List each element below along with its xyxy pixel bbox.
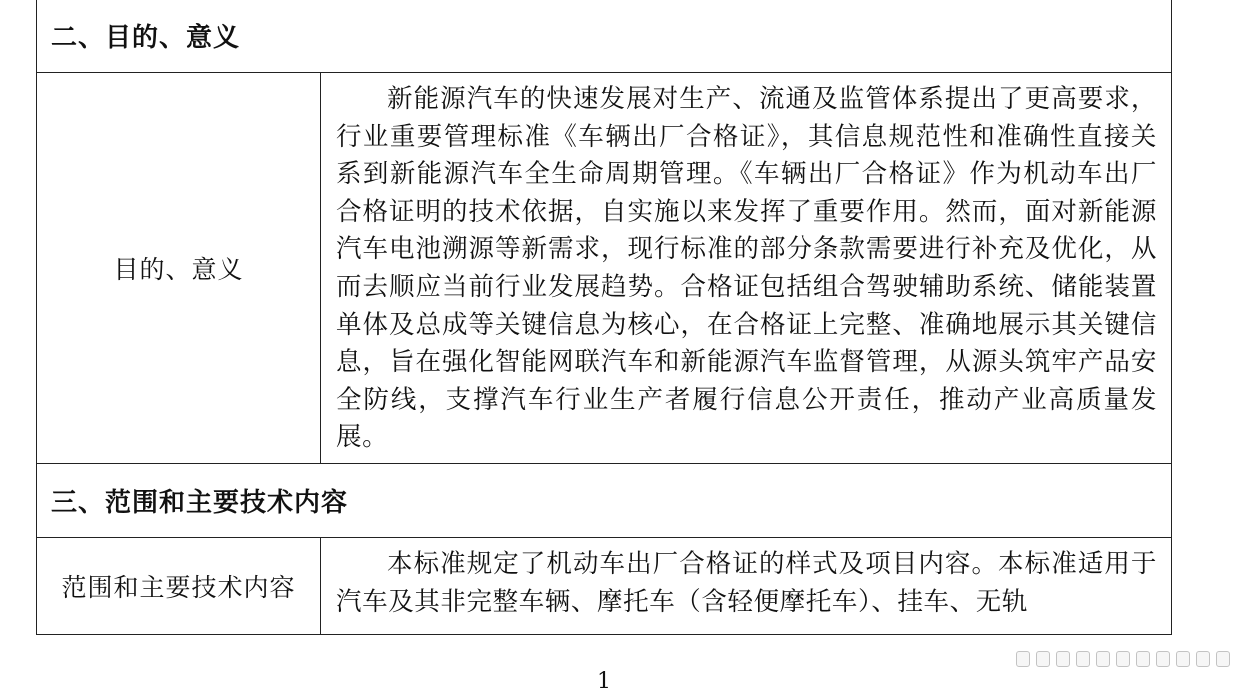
watermark-glyph <box>1136 651 1150 667</box>
section-3-heading: 三、范围和主要技术内容 <box>37 463 1172 537</box>
section-2-content-cell <box>321 73 1172 464</box>
section-3-content-cell <box>321 537 1172 634</box>
watermark-glyph <box>1176 651 1190 667</box>
section-2-content: 新能源汽车的快速发展对生产、流通及监管体系提出了更高要求，行业重要管理标准《车辆出厂合格证》，其信息规范性和准确性直接关系到新能源汽车全生命周期管理。《车辆出厂合格证》作为机动车出厂合格证明的技术依据，自实施以来发挥了重要作用。然而，面对新能源汽车电池溯源等新需求，现行标准的部分条款需要进行补充及优化，从而去顺应当前行业发展趋势。合格证包括组合驾驶辅助系统、储能装置单体及总成等关键信息为核心，在合格证上完整、准确地展示其关键信息，旨在强化智能网联汽车和新能源汽车监督管理，从源头筑牢产品安全防线，支撑汽车行业生产者履行信息公开责任，推动产业高质量发展。 <box>336 84 1157 453</box>
watermark-logo <box>1016 644 1230 674</box>
page-number: 1 <box>597 669 611 694</box>
watermark-glyph <box>1116 651 1130 667</box>
watermark-glyph <box>1036 651 1050 667</box>
watermark-glyph <box>1056 651 1070 667</box>
document-table <box>36 0 1172 635</box>
watermark-glyph <box>1016 651 1030 667</box>
section-3-heading-row <box>37 463 1172 537</box>
section-2-label: 目的、意义 <box>37 73 321 464</box>
section-2-heading-row <box>37 0 1172 73</box>
watermark-glyph <box>1216 651 1230 667</box>
watermark-glyph <box>1076 651 1090 667</box>
section-3-content: 本标准规定了机动车出厂合格证的样式及项目内容。本标准适用于汽车及其非完整车辆、摩托车（含轻便摩托车）、挂车、无轨 <box>336 548 1157 617</box>
section-3-label: 范围和主要技术内容 <box>37 537 321 634</box>
watermark-glyph <box>1156 651 1170 667</box>
section-3-content-clip <box>336 546 1157 618</box>
section-2-heading: 二、目的、意义 <box>37 0 1172 73</box>
section-3-body-row <box>37 537 1172 634</box>
watermark-glyph <box>1096 651 1110 667</box>
section-2-body-row <box>37 73 1172 464</box>
watermark-glyph <box>1196 651 1210 667</box>
